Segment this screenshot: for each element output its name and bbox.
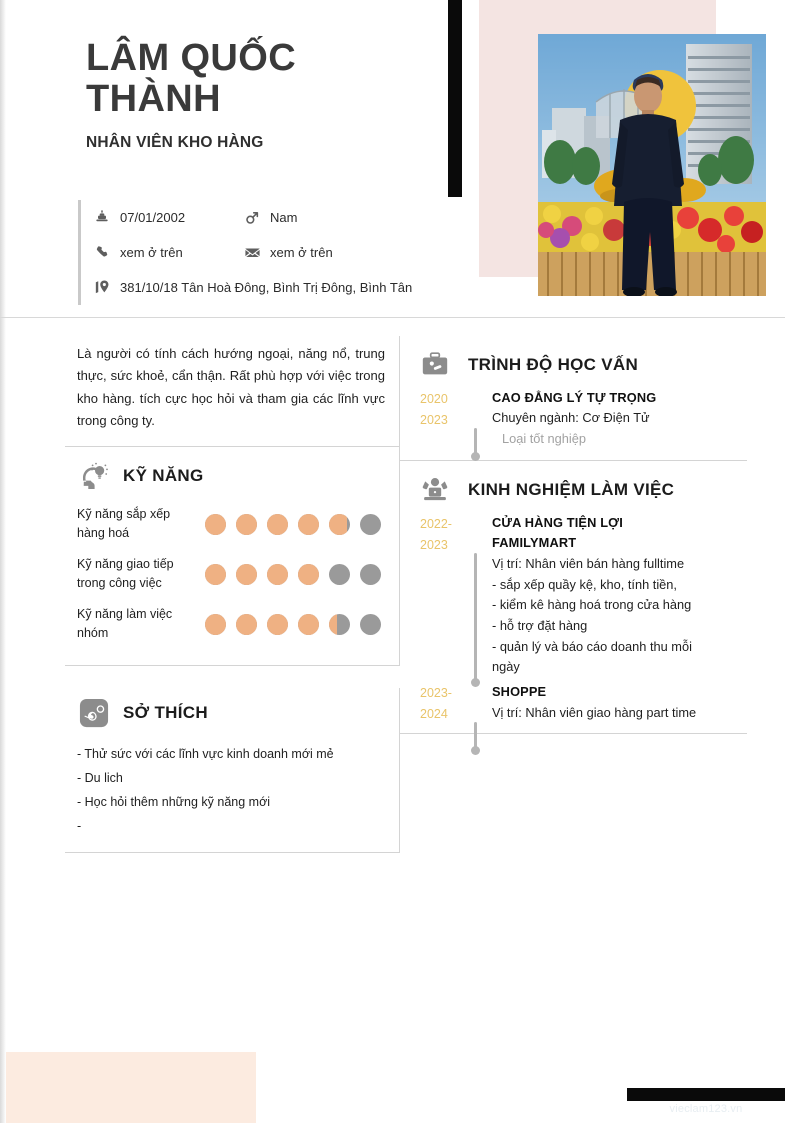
contact-address [93,279,412,297]
gender-male-icon [243,209,261,227]
timeline-dates [420,388,470,454]
skill-rating-dot[interactable] [329,614,350,635]
education-entries [418,388,709,454]
footer-peach-block [6,1052,256,1123]
skill-rating-dot[interactable] [360,564,381,585]
contact-birthday [93,209,243,227]
hobby-item: - Thử sức với các lĩnh vực kinh doanh mới mẻ [77,747,334,762]
skill-dot-fill [329,614,337,635]
skill-rating-dots[interactable] [205,614,381,635]
timeline-entry [418,388,709,454]
skill-rating-dots[interactable] [205,514,381,535]
briefcase-icon [418,348,452,382]
skill-dot-fill [298,614,319,635]
hobbies-section-title: SỞ THÍCH [123,703,208,723]
timeline-date-to: 2023 [420,537,448,552]
timeline-muted-line: Loại tốt nghiệp [502,431,586,447]
timeline-detail-line: Vị trí: Nhân viên bán hàng fulltime [492,555,685,571]
skill-rating-dot[interactable] [298,514,319,535]
timeline-dates [420,682,470,727]
skill-row [65,599,399,649]
contact-gender-text: Nam [270,210,298,225]
timeline-end-dot [471,452,480,461]
skill-dot-fill [267,614,288,635]
timeline-date-to: 2023 [420,413,448,427]
contact-address-text: 381/10/18 Tân Hoà Đông, Bình Trị Đông, Bình Tân [120,280,413,295]
hobbies-section-header [65,688,399,736]
timeline-content [492,682,709,727]
experience-section [400,461,747,734]
timeline-detail-line: - hỗ trợ đặt hàng [492,618,588,633]
candidate-job-title: NHÂN VIÊN KHO HÀNG [86,134,264,152]
skill-dot-fill [205,564,226,585]
candidate-name-line-1: LÂM QUỐC [86,37,297,79]
skills-list [65,499,399,649]
head-lightbulb-icon [77,459,111,493]
timeline-line [474,553,477,682]
timeline-date-from: 2020 [420,392,448,406]
timeline-content [492,513,709,682]
skill-dot-fill [205,514,226,535]
skill-rating-dot[interactable] [298,614,319,635]
timeline-detail-line: Chuyên ngành: Cơ Điện Tử [492,410,650,426]
experience-section-header [418,461,709,513]
education-section-title: TRÌNH ĐỘ HỌC VẤN [468,355,639,374]
footer-black-bar [627,1088,785,1101]
timeline-rail [470,388,492,454]
skill-rating-dot[interactable] [329,564,350,585]
skill-rating-dot[interactable] [236,564,257,585]
experience-entries [418,513,709,727]
contact-row [93,270,478,305]
skill-label: Kỹ năng sắp xếp hàng hoá [77,507,171,541]
contact-birthday-text: 07/01/2002 [120,210,186,225]
map-marker-icon [93,279,111,297]
contact-gender [243,209,297,227]
skill-rating-dot[interactable] [205,564,226,585]
contact-phone-text: xem ở trên [120,245,183,260]
skill-dot-fill [236,564,257,585]
candidate-name-line-2: THÀNH [86,78,221,121]
skill-row [65,499,399,549]
skill-label: Kỹ năng làm việc nhóm [77,607,173,641]
skill-rating-dot[interactable] [298,564,319,585]
skill-rating-dot[interactable] [267,614,288,635]
person-desk-icon [418,473,452,507]
education-section-header [418,336,709,388]
contact-row [93,200,478,235]
left-column [0,319,400,879]
timeline-rail [470,682,492,727]
skills-section-header [65,447,399,499]
skill-dot-fill [329,514,347,535]
profile-photo [538,34,766,296]
skill-dot-fill [267,564,288,585]
contact-email-text: xem ở trên [270,245,333,260]
hobby-item: - Du lich [77,771,123,786]
phone-icon [93,244,111,262]
contact-email [243,244,333,262]
hobby-item: - Học hỏi thêm những kỹ năng mới [77,795,271,810]
skill-dot-fill [236,514,257,535]
timeline-detail-line: - kiểm kê hàng hoá trong cửa hàng [492,597,692,613]
contact-phone [93,244,243,262]
right-column [400,319,785,879]
contact-info-block [78,200,478,305]
timeline-rail [470,513,492,682]
skill-rating-dot[interactable] [360,514,381,535]
skill-dot-fill [298,514,319,535]
timeline-organization: CỬA HÀNG TIỆN LỢI FAMILYMART [492,514,623,551]
timeline-date-from: 2022- [420,516,452,531]
timeline-detail-line: Vị trí: Nhân viên giao hàng part time [492,704,697,720]
skill-rating-dot[interactable] [267,514,288,535]
skill-dot-fill [298,564,319,585]
timeline-date-from: 2023- [420,686,452,701]
skill-dot-fill [267,514,288,535]
skill-rating-dot[interactable] [267,564,288,585]
skill-rating-dot[interactable] [360,614,381,635]
timeline-content [492,388,709,454]
steam-logo-icon [77,696,111,730]
skill-row [65,549,399,599]
skill-dot-fill [205,614,226,635]
cv-body [0,319,785,879]
timeline-end-dot [471,746,480,755]
skill-label: Kỹ năng giao tiếp trong công việc [77,557,174,591]
hobby-item: - [77,819,82,834]
experience-section-title: KINH NGHIỆM LÀM VIỆC [468,479,675,499]
candidate-name-block [86,38,426,152]
timeline-dates [420,513,470,682]
contact-row [93,235,478,270]
summary-section [65,336,400,447]
hobbies-list [65,736,399,838]
education-section [400,319,747,461]
birthday-cake-icon [93,209,111,227]
skill-rating-dot[interactable] [329,514,350,535]
timeline-detail-line: - quản lý và báo cáo doanh thu mỗi ngày [492,638,692,675]
hobbies-section [65,688,400,853]
skill-rating-dot[interactable] [236,614,257,635]
skill-rating-dot[interactable] [205,514,226,535]
skills-section-title: KỸ NĂNG [123,466,204,486]
skill-rating-dots[interactable] [205,564,381,585]
timeline-detail-line: - sắp xếp quầy kệ, kho, tính tiền, [492,576,677,592]
footer-brand-text: vieclam123.vn [669,1103,743,1115]
timeline-organization: CAO ĐẲNG LÝ TỰ TRỌNG [492,390,657,405]
skill-rating-dot[interactable] [236,514,257,535]
timeline-date-to: 2024 [420,707,448,722]
envelope-icon [243,244,261,262]
skill-dot-fill [236,614,257,635]
timeline-entry [418,682,709,727]
header-black-accent-bar [448,0,462,197]
timeline-entry [418,513,709,682]
timeline-organization: SHOPPE [492,684,547,700]
skills-section [65,447,400,666]
summary-text: Là người có tính cách hướng ngoại, năng nổ, trung thực, sức khoẻ, cẩn thận. Rất phù hợp với việc trong kho hàng. tích cực học hỏi và tham gia các lĩnh vực trong công ty. [77,346,385,429]
skill-rating-dot[interactable] [205,614,226,635]
cv-header [0,0,785,318]
